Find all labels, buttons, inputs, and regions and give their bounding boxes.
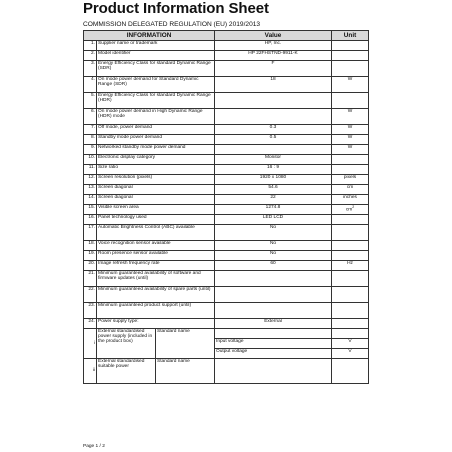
row-unit [332, 109, 369, 125]
row-unit [332, 215, 369, 225]
row-value: LED LCD [215, 215, 332, 225]
row-unit [332, 287, 369, 303]
row-number: 17. [84, 225, 97, 241]
row-information: Screen resolution (pixels) [97, 175, 215, 185]
row-information: Size ratio [97, 165, 215, 175]
power-supply-row [84, 329, 369, 339]
power-supply-marker: i [84, 329, 97, 359]
table-row [84, 251, 369, 261]
row-unit [332, 61, 369, 77]
row-information: Screen diagonal [97, 185, 215, 195]
row-information: Image refresh frequency rate [97, 261, 215, 271]
row-number: 3. [84, 61, 97, 77]
row-number: 12. [84, 175, 97, 185]
power-supply-unit [332, 359, 369, 384]
row-information: Standby mode power demand [97, 135, 215, 145]
table-row [84, 93, 369, 109]
table-row [84, 165, 369, 175]
power-supply-unit [332, 329, 369, 339]
row-unit [332, 271, 369, 287]
power-supply-marker: ii [84, 359, 97, 384]
row-value: HP 22FHSTND-9911-K [215, 51, 332, 61]
table-row [84, 195, 369, 205]
row-value [215, 93, 332, 109]
power-supply-row [84, 359, 369, 384]
row-unit [332, 195, 369, 205]
power-supply-sub-label: Input voltage [215, 339, 332, 349]
column-header-unit: Unit [332, 31, 369, 41]
power-supply-label [97, 359, 215, 384]
row-value: 16 : 9 [215, 165, 332, 175]
row-information: Model identifier [97, 51, 215, 61]
table-row [84, 205, 369, 215]
row-value: 60 [215, 261, 332, 271]
row-value: 0.5 [215, 135, 332, 145]
row-unit [332, 261, 369, 271]
row-number: 2. [84, 51, 97, 61]
table-row [84, 261, 369, 271]
row-value: F [215, 61, 332, 77]
power-supply-sub-label: Standard name [157, 329, 190, 334]
row-value: No [215, 241, 332, 251]
table-row [84, 225, 369, 241]
table-row [84, 109, 369, 125]
row-information: Automatic Brightness Control (ABC) available [97, 225, 215, 241]
row-number: 16. [84, 215, 97, 225]
row-unit-superscript: 2 [352, 205, 355, 209]
table-row [84, 271, 369, 287]
row-information: Electronic display category [97, 155, 215, 165]
row-number: 21. [84, 271, 97, 287]
row-number: 22. [84, 287, 97, 303]
table-body [84, 41, 369, 384]
row-value: 1274.8 [215, 205, 332, 215]
row-number: 9. [84, 145, 97, 155]
row-value: 0.3 [215, 125, 332, 135]
row-information: Visible screen area [97, 205, 215, 215]
row-value [215, 109, 332, 125]
row-unit [332, 155, 369, 165]
row-unit [332, 175, 369, 185]
table-row [84, 61, 369, 77]
row-unit-text: W [347, 145, 353, 150]
row-unit [332, 251, 369, 261]
row-number: 20. [84, 261, 97, 271]
row-value: 22 [215, 195, 332, 205]
row-number: 1. [84, 41, 97, 51]
table-row [84, 241, 369, 251]
column-header-value: Value [215, 31, 332, 41]
row-information: Minimum guaranteed availability of spare parts (until) [97, 287, 215, 303]
row-information: Networked standby mode power demand [97, 145, 215, 155]
row-information: On mode power demand for Standard Dynamic Range (SDR) [97, 77, 215, 93]
row-unit [332, 185, 369, 195]
row-number: 19. [84, 251, 97, 261]
table-row [84, 41, 369, 51]
row-unit-text: cm [345, 207, 353, 213]
column-header-information: INFORMATION [84, 31, 215, 41]
row-value [215, 145, 332, 155]
row-number: 5. [84, 93, 97, 109]
row-unit [332, 93, 369, 109]
row-value: 54.6 [215, 185, 332, 195]
row-unit [332, 165, 369, 175]
table-row [84, 125, 369, 135]
row-unit-text: W [347, 77, 353, 82]
row-value: External [215, 319, 332, 329]
row-unit [332, 205, 369, 215]
row-information: On mode power demand in High Dynamic Range (HDR) mode [97, 109, 215, 125]
row-unit-text: W [347, 135, 353, 140]
page-number: Page 1 / 2 [83, 444, 105, 449]
table-row [84, 135, 369, 145]
table-row [84, 319, 369, 329]
row-number: 6. [84, 109, 97, 125]
row-information: Voice recognition sensor available [97, 241, 215, 251]
row-unit [332, 145, 369, 155]
row-unit [332, 125, 369, 135]
information-table [83, 30, 369, 384]
row-number: 15. [84, 205, 97, 215]
row-number: 8. [84, 135, 97, 145]
row-information: Energy Efficiency Class for standard Dynamic Range (SDR) [97, 61, 215, 77]
power-supply-sub-label: Standard name [157, 359, 190, 364]
row-number: 18. [84, 241, 97, 251]
row-value: 18 [215, 77, 332, 93]
row-unit [332, 135, 369, 145]
table-row [84, 303, 369, 319]
row-information: Supplier name or trademark [97, 41, 215, 51]
row-number: 13. [84, 185, 97, 195]
power-supply-unit: V [332, 339, 369, 349]
row-value: No [215, 225, 332, 241]
row-information: Minimum guaranteed product support (until) [97, 303, 215, 319]
row-unit [332, 303, 369, 319]
power-supply-value [215, 359, 332, 384]
row-unit [332, 41, 369, 51]
row-information: Power supply type: [97, 319, 215, 329]
row-information: Panel technology used [97, 215, 215, 225]
row-value: 1920 x 1080 [215, 175, 332, 185]
row-unit [332, 225, 369, 241]
table-row [84, 77, 369, 93]
row-information: Off mode, power demand [97, 125, 215, 135]
row-number: 10. [84, 155, 97, 165]
row-number: 23. [84, 303, 97, 319]
row-number: 7. [84, 125, 97, 135]
table-row [84, 215, 369, 225]
row-unit-text: Hz [347, 261, 353, 266]
row-information: Screen diagonal [97, 195, 215, 205]
row-number: 4. [84, 77, 97, 93]
row-number: 24. [84, 319, 97, 329]
power-supply-value [215, 329, 332, 339]
power-supply-type-label: External standardised power supply (included in the product box) [97, 329, 156, 358]
power-supply-unit: V [332, 349, 369, 359]
row-unit [332, 77, 369, 93]
row-value: Monitor [215, 155, 332, 165]
row-information: Energy Efficiency Class for standard Dynamic Range (HDR) [97, 93, 215, 109]
row-value: No [215, 251, 332, 261]
row-number: 14. [84, 195, 97, 205]
table-row [84, 175, 369, 185]
row-number: 11. [84, 165, 97, 175]
power-supply-sub-label: Output voltage [215, 349, 332, 359]
row-value [215, 287, 332, 303]
row-unit-text: W [347, 125, 353, 130]
row-unit [332, 241, 369, 251]
row-unit [332, 319, 369, 329]
table-row [84, 287, 369, 303]
row-unit-text: inches [343, 195, 357, 200]
row-unit-text: pixels [343, 175, 357, 180]
power-supply-type-label: External standardised suitable power [97, 359, 156, 383]
row-value [215, 271, 332, 287]
table-row [84, 155, 369, 165]
page-title: Product Information Sheet [83, 0, 269, 17]
row-information: Minimum guaranteed availability of software and firmware updates (until) [97, 271, 215, 287]
row-unit [332, 51, 369, 61]
table-header-row [84, 31, 369, 41]
row-unit-text: cm [346, 185, 354, 190]
row-information: Room presence sensor available [97, 251, 215, 261]
regulation-subtitle: COMMISSION DELEGATED REGULATION (EU) 2019/2013 [83, 21, 261, 28]
row-value [215, 303, 332, 319]
row-unit-text: W [347, 109, 353, 114]
table-row [84, 185, 369, 195]
table-row [84, 51, 369, 61]
power-supply-label [97, 329, 215, 359]
row-value: HP, Inc. [215, 41, 332, 51]
table-row [84, 145, 369, 155]
